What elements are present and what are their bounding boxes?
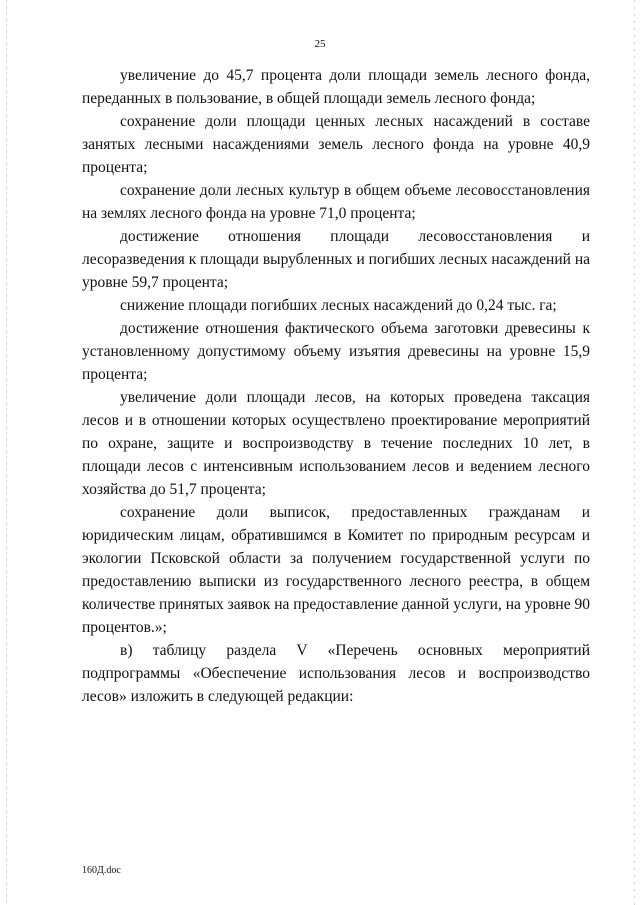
paragraph: снижение площади погибших лесных насаждений до 0,24 тыс. га; — [120, 297, 557, 314]
page-number: 25 — [314, 38, 326, 50]
paragraph: достижение отношения фактического объема заготовки древесины к установленному допустимому объему изъятия древесины на уровне 15,9 процента; — [82, 320, 590, 383]
paragraph: сохранение доли выписок, предоставленных гражданам и юридическим лицам, обратившимся в Комитет по природным ресурсам и экологии Псковской области за получением государственной услуги по предоставлению выписки из государственного лесного реестра, в общем количестве принятых заявок на предоставление данной услуги, на уровне 90 процентов.»; — [82, 504, 590, 636]
document-body — [82, 64, 590, 708]
paragraph: сохранение доли площади ценных лесных насаждений в составе занятых лесными насаждениями земель лесного фонда на уровне 40,9 процента; — [82, 113, 590, 176]
scan-edge-right — [634, 0, 635, 905]
paragraph: достижение отношения площади лесовосстановления и лесоразведения к площади вырубленных и погибших лесных насаждений на уровне 59,7 процента; — [82, 228, 590, 291]
paragraph: увеличение до 45,7 процента доли площади земель лесного фонда, переданных в пользование, в общей площади земель лесного фонда; — [82, 67, 590, 107]
paragraph: сохранение доли лесных культур в общем объеме лесовосстановления на землях лесного фонда на уровне 71,0 процента; — [82, 182, 590, 222]
scan-edge-left — [6, 0, 7, 905]
paragraph: увеличение доли площади лесов, на которых проведена таксация лесов и в отношении которых осуществлено проектирование мероприятий по охране, защите и воспроизводству в течение последних 10 лет, в площади лесов с интенсивным использованием лесов и ведением лесного хозяйства до 51,7 процента; — [82, 389, 590, 498]
footer-filename: 160Д.doc — [82, 865, 121, 876]
paragraph: в) таблицу раздела V «Перечень основных мероприятий подпрограммы «Обеспечение использования лесов и воспроизводство лесов» изложить в следующей редакции: — [82, 642, 590, 705]
